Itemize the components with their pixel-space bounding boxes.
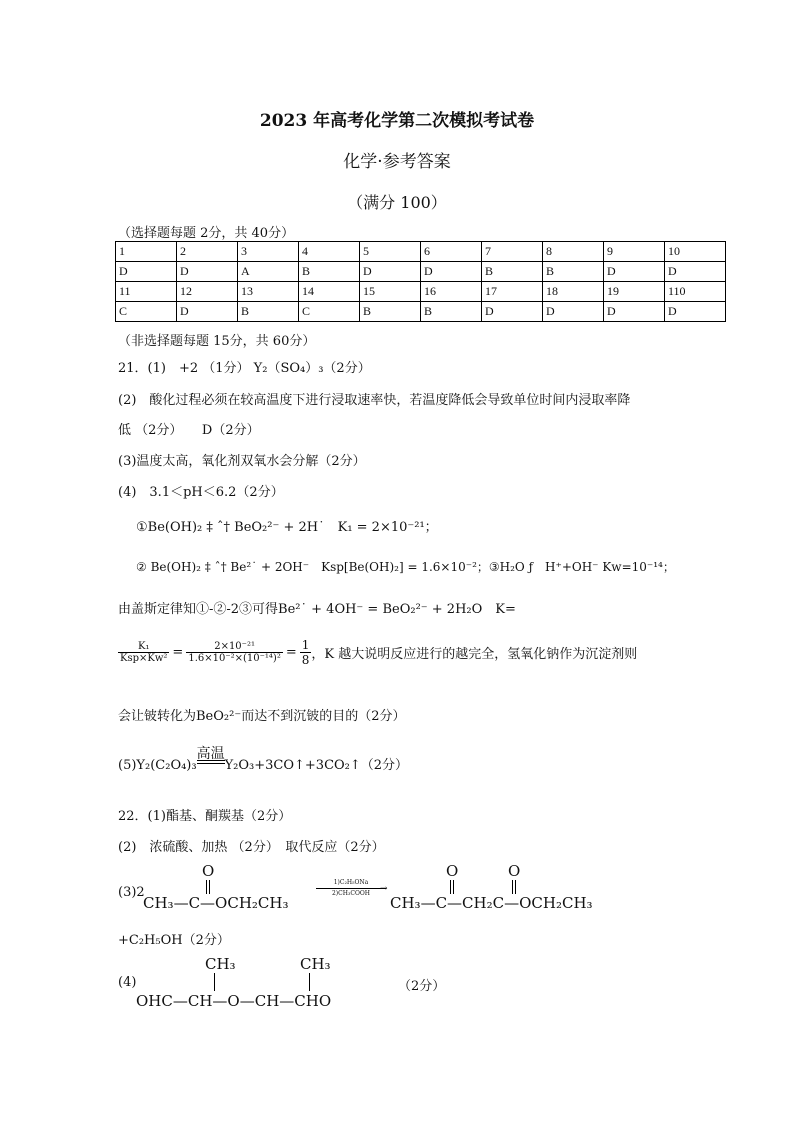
table-row bbox=[116, 282, 726, 302]
product-formula: CH₃—C—CH₂C—OCH₂CH₃ bbox=[390, 894, 593, 912]
methyl-1: CH₃ bbox=[205, 955, 236, 973]
q21-part2-line2: 低 （2分） D（2分） bbox=[118, 423, 260, 438]
table-cell: 7 bbox=[482, 242, 543, 262]
table-cell: 10 bbox=[665, 242, 726, 262]
frac1-num: K₁ bbox=[118, 641, 169, 653]
part5-right: Y₂O₃+3CO↑+3CO₂↑（2分） bbox=[224, 758, 409, 773]
table-cell: D bbox=[360, 262, 421, 282]
table-cell: 15 bbox=[360, 282, 421, 302]
table-cell: D bbox=[177, 262, 238, 282]
q21-part1: 21．(1) +2 （1分） Y₂（SO₄）₃（2分） bbox=[118, 361, 371, 376]
table-cell: 3 bbox=[238, 242, 299, 262]
table-cell: D bbox=[665, 302, 726, 322]
frac3-den: 8 bbox=[301, 653, 310, 667]
high-temp-arrow bbox=[197, 743, 225, 773]
q22-part1: 22．(1)酯基、酮羰基（2分） bbox=[118, 809, 292, 824]
fraction-values bbox=[186, 641, 283, 664]
frac2-num: 2×10⁻²¹ bbox=[186, 641, 283, 653]
q22-part4-prefix: (4) bbox=[118, 975, 137, 990]
q21-part2-line1: (2) 酸化过程必须在较高温度下进行浸取速率快，若温度降低会导致单位时间内浸取率降 bbox=[118, 393, 631, 408]
table-row bbox=[116, 242, 726, 262]
table-cell: D bbox=[482, 302, 543, 322]
table-cell: 13 bbox=[238, 282, 299, 302]
high-temp-label: 高温 bbox=[196, 746, 225, 762]
table-cell: 8 bbox=[543, 242, 604, 262]
table-cell: 17 bbox=[482, 282, 543, 302]
table-cell: 11 bbox=[116, 282, 177, 302]
table-cell: C bbox=[116, 302, 177, 322]
methyl-2: CH₃ bbox=[300, 955, 331, 973]
table-cell: 5 bbox=[360, 242, 421, 262]
table-cell: 6 bbox=[421, 242, 482, 262]
frac1-den: Ksp×Kw² bbox=[120, 653, 168, 664]
table-cell: B bbox=[543, 262, 604, 282]
q22-part3-byproduct: +C₂H₅OH（2分） bbox=[118, 933, 230, 948]
table-cell: 9 bbox=[604, 242, 665, 262]
table-cell: 2 bbox=[177, 242, 238, 262]
q21-part4: (4) 3.1＜pH＜6.2（2分） bbox=[118, 485, 284, 500]
k-expression: $\frac{\text{K₁}}{\text{Ksp×Kw²}}$ = $\frac{\text{2×10⁻²¹}}{\text{1.6×10⁻²×(10⁻¹⁴)²}}$ = $\frac{1}{8}$ ，K 越大说明反应进行的越完全，氢氧化钠作为沉淀剂则 bbox=[120, 638, 638, 667]
arrow-condition-top: 1)C₂H₅ONa bbox=[333, 879, 369, 886]
table-cell: D bbox=[543, 302, 604, 322]
carbonyl-o-1: O bbox=[202, 862, 215, 880]
table-cell: B bbox=[238, 302, 299, 322]
table-cell: 16 bbox=[421, 282, 482, 302]
q21-part3: (3)温度太高，氧化剂双氧水会分解（2分） bbox=[118, 454, 366, 469]
dialdehyde-formula: OHC—CH—O—CH—CHO bbox=[136, 992, 332, 1010]
conclusion-text-2: 会让铍转化为BeO₂²⁻而达不到沉铍的目的（2分） bbox=[118, 709, 406, 724]
q21-part5 bbox=[118, 743, 408, 773]
carbonyl-o-3: O bbox=[508, 862, 521, 880]
table-cell: D bbox=[116, 262, 177, 282]
arrow-head-icon: → bbox=[380, 884, 388, 894]
page-title: 2023 年高考化学第二次模拟考试卷 bbox=[259, 111, 535, 131]
page-subtitle: 化学·参考答案 bbox=[343, 152, 451, 172]
table-cell: D bbox=[604, 262, 665, 282]
table-cell: 4 bbox=[299, 242, 360, 262]
frac3-num: 1 bbox=[301, 638, 310, 652]
equation-1: ①Be(OH)₂ ‡ ˆ† BeO₂²⁻ + 2H˙ K₁ = 2×10⁻²¹； bbox=[136, 520, 438, 535]
table-cell: 12 bbox=[177, 282, 238, 302]
table-cell: 14 bbox=[299, 282, 360, 302]
table-cell: 19 bbox=[604, 282, 665, 302]
table-row bbox=[116, 302, 726, 322]
choice-note: （选择题每题 2分，共 40分） bbox=[118, 226, 295, 241]
nonchoice-note: （非选择题每题 15分，共 60分） bbox=[118, 334, 316, 349]
arrow-condition-bottom: 2)CH₃COOH bbox=[331, 890, 371, 897]
q22-part3-prefix: (3)2 bbox=[118, 885, 145, 900]
table-cell: B bbox=[360, 302, 421, 322]
q22-part2: (2) 浓硫酸、加热 （2分） 取代反应（2分） bbox=[118, 840, 385, 855]
table-cell: B bbox=[482, 262, 543, 282]
table-cell: D bbox=[665, 262, 726, 282]
table-cell: C bbox=[299, 302, 360, 322]
table-cell: A bbox=[238, 262, 299, 282]
frac2-den: 1.6×10⁻²×(10⁻¹⁴)² bbox=[188, 653, 281, 664]
equation-2: ② Be(OH)₂ ‡ ˆ† Be²˙ + 2OH⁻ Ksp[Be(OH)₂] = 1.6×10⁻²；③H₂O ƒ H⁺+OH⁻ Kw=10⁻¹⁴； bbox=[136, 560, 675, 574]
full-score: （满分 100） bbox=[347, 193, 447, 212]
conclusion-text: ，K 越大说明反应进行的越完全，氢氧化钠作为沉淀剂则 bbox=[311, 647, 638, 662]
table-cell: 1 bbox=[116, 242, 177, 262]
table-cell: D bbox=[177, 302, 238, 322]
reaction-arrow bbox=[316, 888, 386, 889]
fraction-k1 bbox=[118, 641, 169, 664]
table-row bbox=[116, 262, 726, 282]
table-cell: D bbox=[604, 302, 665, 322]
table-cell: B bbox=[421, 302, 482, 322]
table-cell: 18 bbox=[543, 282, 604, 302]
carbonyl-o-2: O bbox=[446, 862, 459, 880]
table-cell: B bbox=[299, 262, 360, 282]
table-cell: 110 bbox=[665, 282, 726, 302]
answer-table bbox=[115, 241, 726, 322]
q22-part4-score: （2分） bbox=[398, 979, 446, 994]
table-cell: D bbox=[421, 262, 482, 282]
fraction-result bbox=[300, 638, 312, 667]
hess-law-line: 由盖斯定律知①-②-2③可得Be²˙ + 4OH⁻ = BeO₂²⁻ + 2H₂O K= bbox=[118, 602, 516, 617]
reactant-formula: CH₃—C—OCH₂CH₃ bbox=[143, 894, 289, 912]
part5-left: (5)Y₂(C₂O₄)₃ bbox=[118, 758, 197, 773]
